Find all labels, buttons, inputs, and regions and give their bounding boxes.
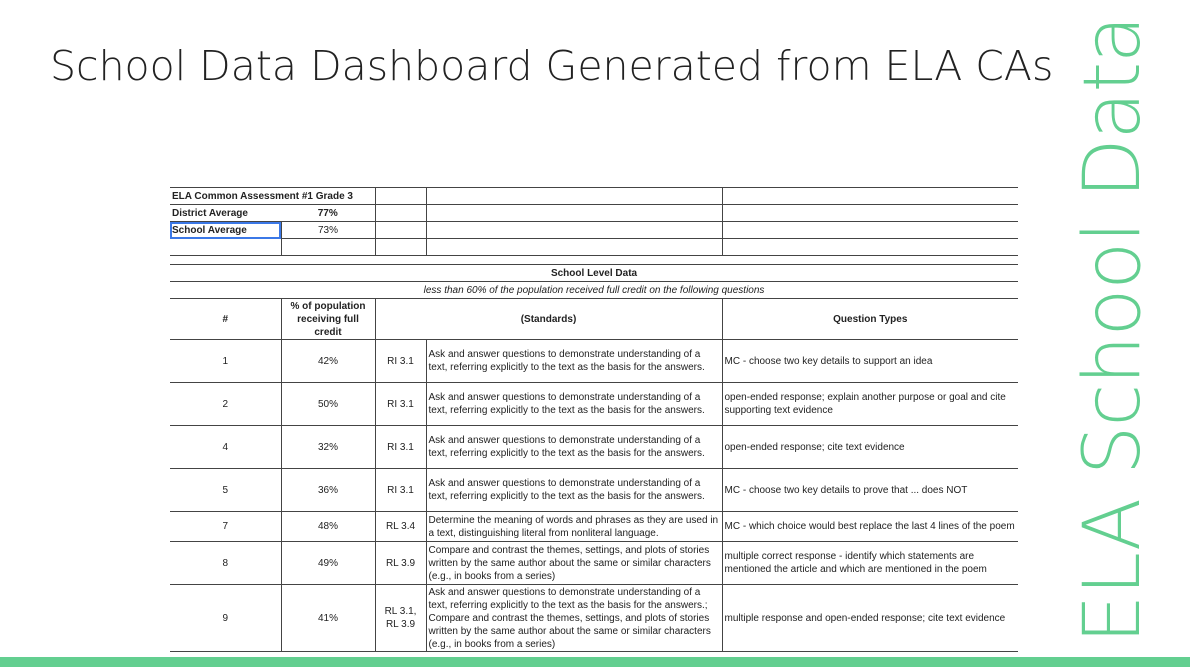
table-row bbox=[170, 542, 1018, 585]
school-level-subtitle-row bbox=[170, 282, 1018, 299]
table-row bbox=[170, 383, 1018, 426]
standard-code[interactable]: RL 3.1, RL 3.9 bbox=[375, 585, 426, 652]
standard-code[interactable]: RI 3.1 bbox=[375, 469, 426, 512]
school-label[interactable]: School Average bbox=[170, 222, 281, 239]
percent-full-credit[interactable]: 50% bbox=[281, 383, 375, 426]
question-type[interactable]: open-ended response; explain another purpose or goal and cite supporting text evidence bbox=[722, 383, 1018, 426]
empty-cell[interactable] bbox=[426, 188, 722, 205]
school-level-title[interactable]: School Level Data bbox=[170, 265, 1018, 282]
question-number[interactable]: 8 bbox=[170, 542, 281, 585]
empty-cell[interactable] bbox=[281, 239, 375, 256]
empty-cell[interactable] bbox=[426, 222, 722, 239]
header-question-types[interactable]: Question Types bbox=[722, 299, 1018, 340]
percent-full-credit[interactable]: 49% bbox=[281, 542, 375, 585]
school-row bbox=[170, 222, 1018, 239]
percent-full-credit[interactable]: 32% bbox=[281, 426, 375, 469]
empty-cell[interactable] bbox=[722, 222, 1018, 239]
standard-code[interactable]: RI 3.1 bbox=[375, 426, 426, 469]
question-type[interactable]: MC - which choice would best replace the last 4 lines of the poem bbox=[722, 512, 1018, 542]
school-level-table bbox=[170, 264, 1018, 652]
header-standards[interactable]: (Standards) bbox=[375, 299, 722, 340]
school-value[interactable]: 73% bbox=[281, 222, 375, 239]
percent-full-credit[interactable]: 36% bbox=[281, 469, 375, 512]
percent-full-credit[interactable]: 42% bbox=[281, 340, 375, 383]
summary-table bbox=[170, 187, 1018, 256]
district-label[interactable]: District Average bbox=[170, 205, 281, 222]
header-percent[interactable]: % of population receiving full credit bbox=[281, 299, 375, 340]
standard-text[interactable]: Determine the meaning of words and phrases as they are used in a text, distinguishing literal from nonliteral language. bbox=[426, 512, 722, 542]
page-title: School Data Dashboard Generated from ELA CAs bbox=[50, 42, 1054, 90]
empty-cell[interactable] bbox=[722, 188, 1018, 205]
question-type[interactable]: MC - choose two key details to prove that ... does NOT bbox=[722, 469, 1018, 512]
school-level-title-row bbox=[170, 265, 1018, 282]
side-label: ELA School Data bbox=[1068, 16, 1158, 644]
table-row bbox=[170, 340, 1018, 383]
standard-text[interactable]: Compare and contrast the themes, settings, and plots of stories written by the same author about the same or similar characters (e.g., in books from a series) bbox=[426, 542, 722, 585]
question-number[interactable]: 9 bbox=[170, 585, 281, 652]
empty-row bbox=[170, 239, 1018, 256]
standard-code[interactable]: RI 3.1 bbox=[375, 340, 426, 383]
question-number[interactable]: 4 bbox=[170, 426, 281, 469]
question-type[interactable]: multiple response and open-ended response; cite text evidence bbox=[722, 585, 1018, 652]
standard-code[interactable]: RL 3.4 bbox=[375, 512, 426, 542]
standard-text[interactable]: Ask and answer questions to demonstrate understanding of a text, referring explicitly to the text as the basis for the answers. bbox=[426, 340, 722, 383]
table-row bbox=[170, 585, 1018, 652]
question-number[interactable]: 2 bbox=[170, 383, 281, 426]
standard-text[interactable]: Ask and answer questions to demonstrate understanding of a text, referring explicitly to the text as the basis for the answers. bbox=[426, 469, 722, 512]
column-header-row bbox=[170, 299, 1018, 340]
question-type[interactable]: MC - choose two key details to support an idea bbox=[722, 340, 1018, 383]
standard-code[interactable]: RI 3.1 bbox=[375, 383, 426, 426]
empty-cell[interactable] bbox=[722, 205, 1018, 222]
summary-heading-row bbox=[170, 188, 1018, 205]
table-row bbox=[170, 426, 1018, 469]
district-row bbox=[170, 205, 1018, 222]
district-value[interactable]: 77% bbox=[281, 205, 375, 222]
question-number[interactable]: 5 bbox=[170, 469, 281, 512]
table-row bbox=[170, 512, 1018, 542]
percent-full-credit[interactable]: 41% bbox=[281, 585, 375, 652]
summary-heading[interactable]: ELA Common Assessment #1 Grade 3 bbox=[170, 188, 375, 205]
question-type[interactable]: multiple correct response - identify which statements are mentioned the article and which are mentioned in the poem bbox=[722, 542, 1018, 585]
empty-cell[interactable] bbox=[170, 239, 281, 256]
school-level-subtitle[interactable]: less than 60% of the population received full credit on the following questions bbox=[170, 282, 1018, 299]
empty-cell[interactable] bbox=[375, 205, 426, 222]
empty-cell[interactable] bbox=[375, 188, 426, 205]
percent-full-credit[interactable]: 48% bbox=[281, 512, 375, 542]
question-number[interactable]: 1 bbox=[170, 340, 281, 383]
standard-text[interactable]: Ask and answer questions to demonstrate understanding of a text, referring explicitly to the text as the basis for the answers. bbox=[426, 383, 722, 426]
spreadsheet bbox=[170, 187, 1018, 652]
table-row bbox=[170, 469, 1018, 512]
empty-cell[interactable] bbox=[426, 239, 722, 256]
question-number[interactable]: 7 bbox=[170, 512, 281, 542]
side-label-container bbox=[1058, 16, 1168, 644]
empty-cell[interactable] bbox=[375, 239, 426, 256]
empty-cell[interactable] bbox=[722, 239, 1018, 256]
standard-text[interactable]: Ask and answer questions to demonstrate understanding of a text, referring explicitly to the text as the basis for the answers.; Compare and contrast the themes, settings, and plots of stories written by the same author about the same or similar characters (e.g., in books from a series) bbox=[426, 585, 722, 652]
standard-code[interactable]: RL 3.9 bbox=[375, 542, 426, 585]
empty-cell[interactable] bbox=[375, 222, 426, 239]
standard-text[interactable]: Ask and answer questions to demonstrate understanding of a text, referring explicitly to the text as the basis for the answers. bbox=[426, 426, 722, 469]
bottom-accent-bar bbox=[0, 657, 1190, 667]
question-type[interactable]: open-ended response; cite text evidence bbox=[722, 426, 1018, 469]
empty-cell[interactable] bbox=[426, 205, 722, 222]
header-number[interactable]: # bbox=[170, 299, 281, 340]
